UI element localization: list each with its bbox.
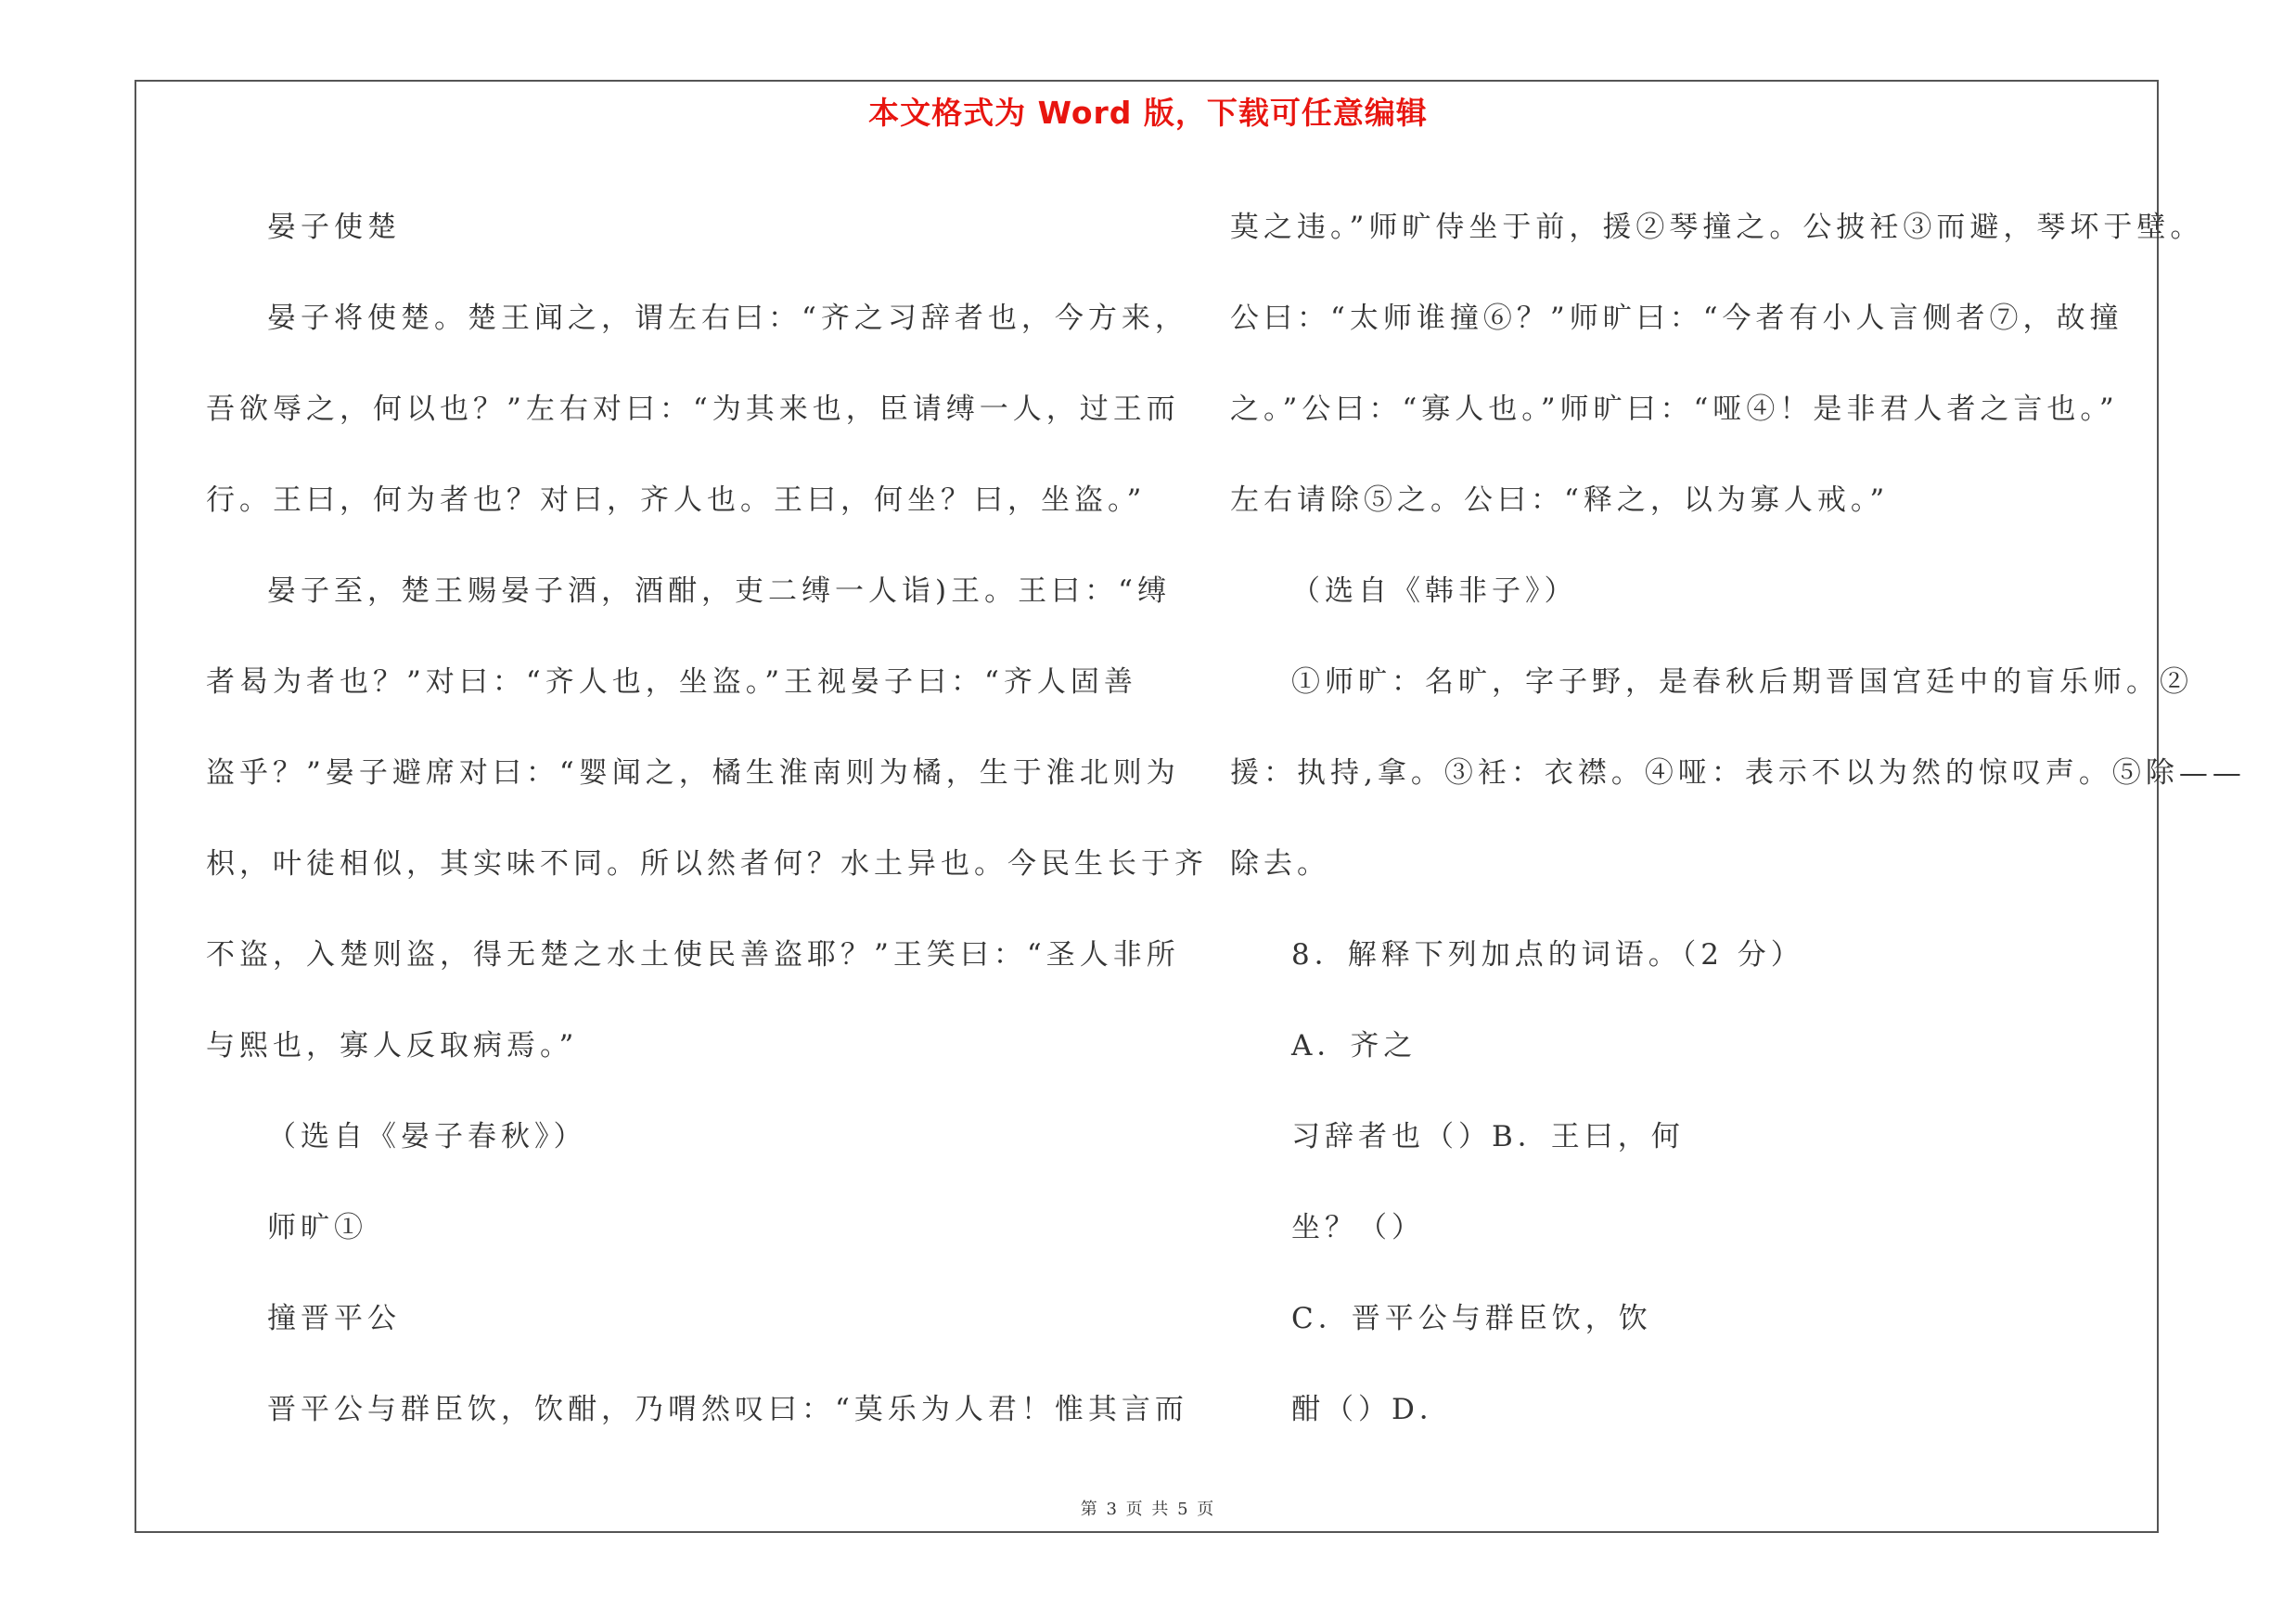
question-option: 酣（）D． [1291, 1393, 1453, 1426]
footnote-line: 援：执持,拿。③衽：衣襟。④哑：表示不以为然的惊叹声。⑤除—— [1230, 756, 2246, 790]
text-line: 行。王曰，何为者也？对曰，齐人也。王曰，何坐？曰，坐盗。” [206, 483, 1147, 517]
page-number: 第 3 页 共 5 页 [1080, 1500, 1216, 1519]
text-line: 吾欲辱之，何以也？”左右对曰：“为其来也，臣请缚一人，过王而 [206, 393, 1180, 426]
text-line: 晋平公与群臣饮，饮酣，乃喟然叹曰：“莫乐为人君！惟其言而 [267, 1393, 1188, 1426]
section-title: 撞晋平公 [267, 1302, 401, 1335]
section-title: 师旷① [267, 1211, 367, 1244]
right-column [1230, 182, 2246, 1455]
left-column [206, 182, 1208, 1455]
text-line: 莫之违。”师旷侍坐于前，援②琴撞之。公披衽③而避，琴坏于壁。 [1230, 211, 2204, 244]
text-line: 左右请除⑤之。公曰：“释之，以为寡人戒。” [1230, 483, 1890, 517]
text-line: 者曷为者也？”对曰：“齐人也，坐盗。”王视晏子曰：“齐人固善 [206, 665, 1137, 699]
footnote-line: ①师旷：名旷，字子野，是春秋后期晋国宫廷中的盲乐师。② [1291, 665, 2193, 699]
text-line: 枳，叶徒相似，其实味不同。所以然者何？水土异也。今民生长于齐 [206, 847, 1208, 881]
text-line: 晏子至，楚王赐晏子酒，酒酣，吏二缚一人诣)王。王曰：“缚 [267, 574, 1171, 608]
question-option: 习辞者也（）B．王曰，何 [1291, 1120, 1685, 1153]
footnote-line: 除去。 [1230, 847, 1330, 881]
question-option: A．齐之 [1291, 1029, 1417, 1063]
source-citation: （选自《晏子春秋》） [267, 1120, 587, 1153]
question-prompt: 8．解释下列加点的词语。（2 分） [1291, 938, 1804, 972]
question-option: 坐？（） [1291, 1211, 1425, 1244]
text-line: 公曰：“太师谁撞⑥？”师旷曰：“今者有小人言侧者⑦，故撞 [1230, 302, 2123, 335]
text-line: 盗乎？”晏子避席对曰：“婴闻之，橘生淮南则为橘，生于淮北则为 [206, 756, 1180, 790]
text-line: 不盗，入楚则盗，得无楚之水土使民善盗耶？”王笑曰：“圣人非所 [206, 938, 1180, 972]
text-line: 晏子将使楚。楚王闻之，谓左右曰：“齐之习辞者也，今方来， [267, 302, 1188, 335]
format-banner: 本文格式为 Word 版，下载可任意编辑 [868, 95, 1428, 131]
source-citation: （选自《韩非子》） [1291, 574, 1578, 608]
text-line: 晏子使楚 [267, 211, 401, 244]
text-line: 与熙也，寡人反取病焉。” [206, 1029, 579, 1063]
text-line: 之。”公曰：“寡人也。”师旷曰：“哑④！是非君人者之言也。” [1230, 393, 2119, 426]
question-option: C．晋平公与群臣饮，饮 [1291, 1302, 1652, 1335]
